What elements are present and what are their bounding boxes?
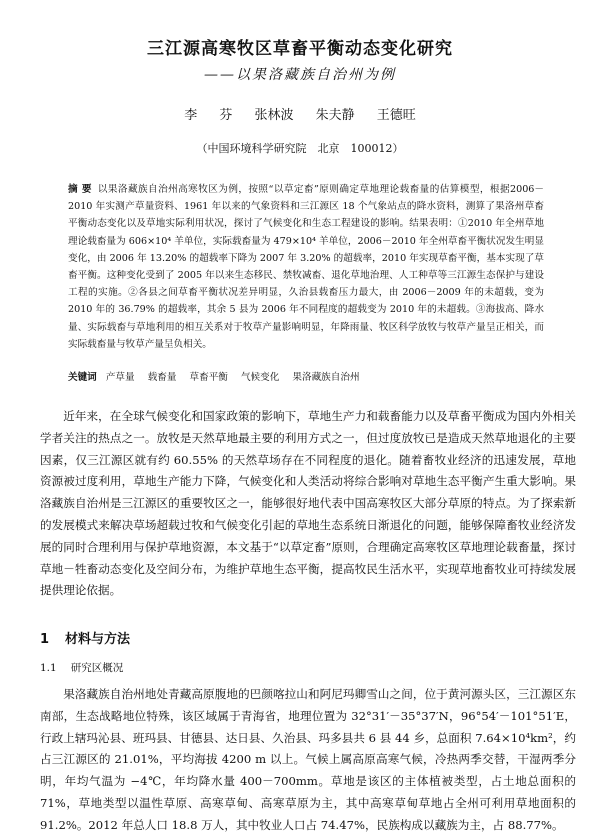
abstract-text: 以果洛藏族自治州高寒牧区为例，按照“以草定畜”原则确定草地理论载畜量的估算模型，根据2006－2010 年实测产草量资料、1961 年以来的气象资料和三江源区 18 个气象站点的降水资料，测算了果洛州草畜平衡动态变化以及草地实际利用状况，探讨了气候变化和生态工程建设的影响。结果表明：①2010 年全州草地理论载畜量为 606×10⁴ 羊单位，实际载畜量为 479×10⁴ 羊单位，2006－2010 年全州草畜平衡状况发生明显变化，由 2006 年 13.20% 的超载率下降为 2007 年 3.20% 的超载率，2010 年实现草畜平衡，基本实现了草畜平衡。这种变化受到了 2005 年以来生态移民、禁牧减畜、退化草地治理、人工种草等三江源生态保护与建设工程的实施。②各县之间草畜平衡状况差异明显，久治县载畜压力最大，由 2006－2009 年的未超载，变为 2010 年的 36.79% 的超载率，其余 5 县为 2006 年不同程度的超载变为 2010 年的未超载。③海拔高、降水量、实际载畜与草地利用的相互关系对于牧草产量影响明显，年降雨量、牧区科学放牧与牧草产量呈正相关，而实际载畜量与牧草产量呈负相关。: [68, 184, 544, 350]
keyword: 果洛藏族自治州: [292, 372, 360, 383]
keywords-label: 关键词: [68, 372, 97, 383]
subsection-number: 1.1: [40, 662, 57, 674]
paper-subtitle: ——以果洛藏族自治州为例: [204, 67, 396, 83]
section-heading: [40, 628, 130, 647]
study-area-paragraph: 果洛藏族自治州地处青藏高原腹地的巴颜喀拉山和阿尼玛卿雪山之间，位于黄河源头区，三江源区东南部，生态战略地位特殊，该区域属于青海省，地理位置为 32°31′－35°37′N，96°54′－101°51′E，行政上辖玛沁县、班玛县、甘德县、达日县、久治县、玛多县共 6 县 44 乡，总面积 7.64×10⁴km²，约占三江源区的 21.01%，平均海拔 4200 m 以上。气候上属高原高寒气候，冷热两季交替，干湿两季分明，年均气温为 −4℃，年均降水量 400－700mm。草地是该区的主体植被类型，占土地总面积的 71%，草地类型以温性草原、高寒草甸、高寒草原为主，其中高寒草甸草地占全州可利用草地面积的 91.2%。2012 年总人口 18.8 万人，其中牧业人口占 74.47%，民族构成以藏族为主，占 88.77%。: [40, 687, 576, 832]
keyword: 草畜平衡: [189, 372, 228, 383]
intro-paragraph: 近年来，在全球气候变化和国家政策的影响下，草地生产力和载畜能力以及草畜平衡成为国内外相关学者关注的热点之一。放牧是天然草地最主要的利用方式之一，但过度放牧已是造成天然草地退化的主要因素，仅三江源区就有约 60.55% 的天然草场存在不同程度的退化。随着畜牧业经济的迅速发展，草地资源被过度利用，草地生产能力下降，气候变化和人类活动将综合影响对草地生态平衡产生重大影响。果洛藏族自治州是三江源区的重要牧区之一，能够很好地代表中国高寒牧区大部分草原的特点。为了探索新的发展模式来解决草场超载过牧和气候变化引起的草地生态系统日渐退化的问题，能够保障畜牧业经济发展的同时合理利用与保护草地资源，本文基于“以草定畜”原则，合理确定高寒牧区草地理论载畜量，探讨草地－牲畜动态变化及空间分布，为维护草地生态平衡，提高牧民生活水平，实现草地畜牧业可持续发展提供理论依据。: [40, 409, 576, 598]
author-name: 李 芬: [184, 108, 233, 123]
author-name: 朱夫静: [315, 108, 355, 123]
section-title: 材料与方法: [65, 632, 131, 647]
author-name: 王德旺: [376, 108, 416, 123]
paper-title: 三江源高寒牧区草畜平衡动态变化研究: [147, 39, 453, 59]
keyword: 载畜量: [147, 372, 177, 383]
keyword: 产草量: [105, 372, 135, 383]
subsection-title: 研究区概况: [70, 662, 124, 674]
affiliation: （中国环境科学研究院 北京 100012）: [196, 142, 404, 155]
abstract: [68, 181, 544, 353]
author-list: [0, 104, 600, 123]
section-number: 1: [40, 632, 50, 647]
author-name: 张林波: [254, 108, 294, 123]
subsection-heading: [40, 660, 123, 675]
keyword: 气候变化: [240, 372, 280, 383]
keywords: [68, 369, 544, 386]
abstract-label: 摘 要: [68, 184, 92, 195]
